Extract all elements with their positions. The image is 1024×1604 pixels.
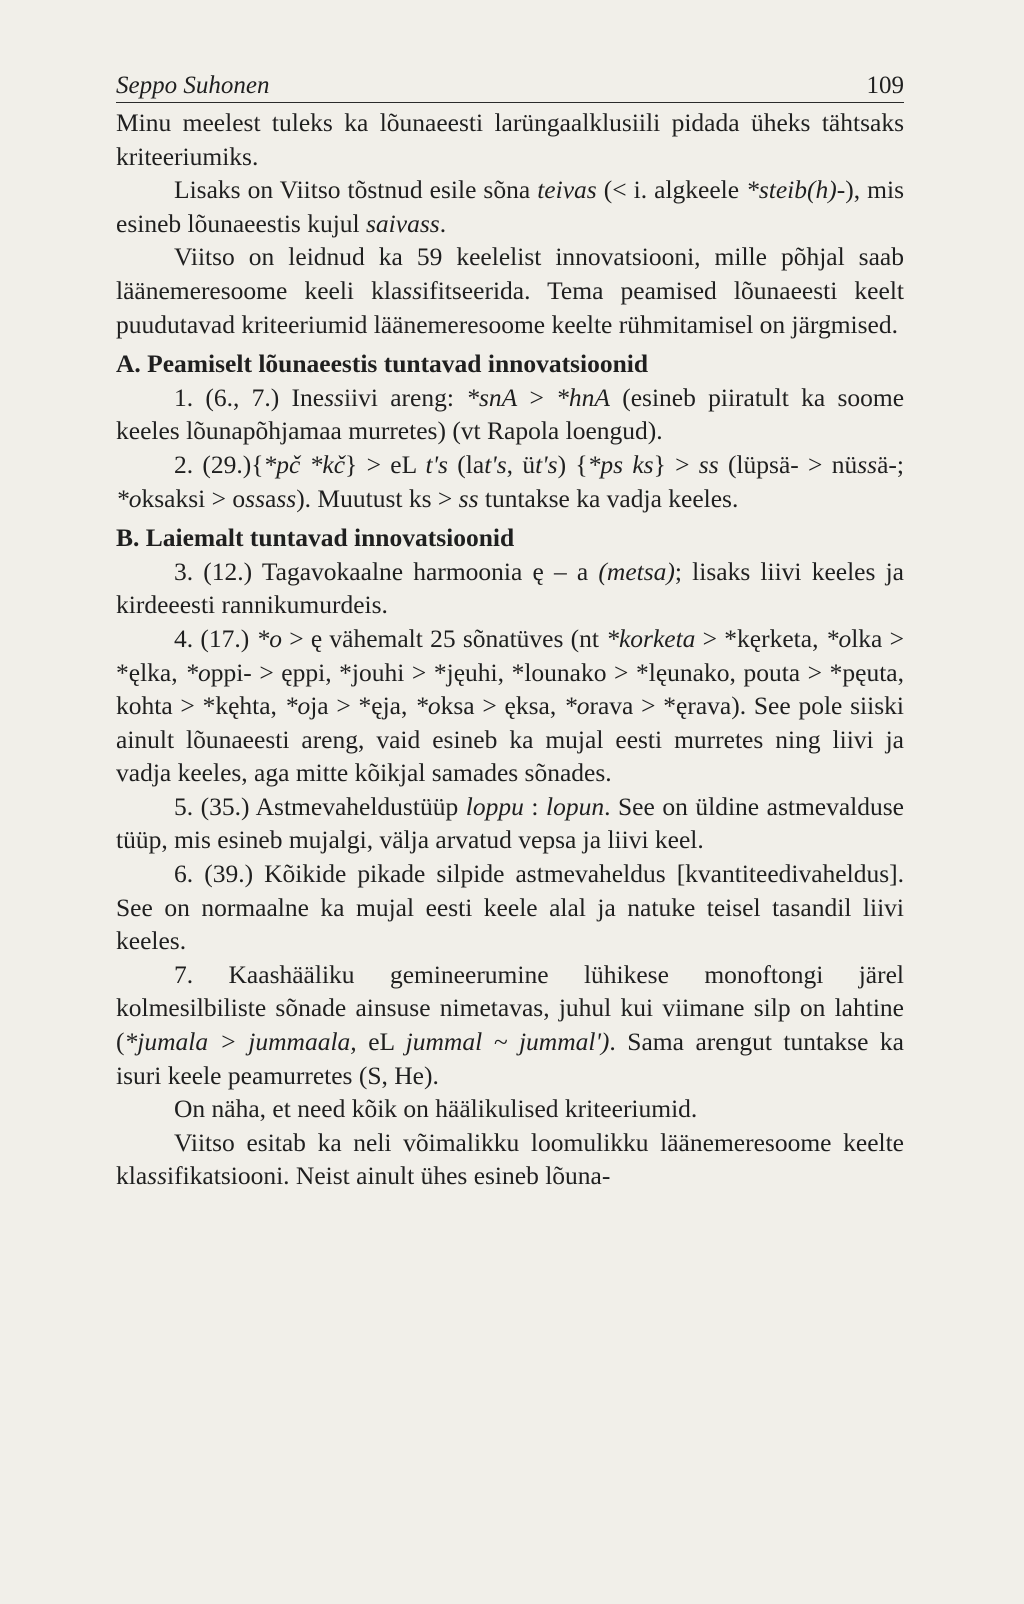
list-item-1: 1. (6., 7.) Inessiivi areng: *snA > *hnA (esineb piiratult ka soome keeles lõunapõhjamaa murretes) (vt Rapola loengud). <box>116 382 905 446</box>
section-heading-a: A. Peamiselt lõunaeestis tuntavad innovatsioonid <box>116 349 649 379</box>
page-number: 109 <box>866 72 904 99</box>
body-text <box>116 106 904 1193</box>
list-item-3: 3. (12.) Tagavokaalne harmoonia ę – a (metsa); lisaks liivi keeles ja kirdeeesti rannikumurdeis. <box>116 556 904 620</box>
paragraph-innovations-intro: Viitso on leidnud ka 59 keelelist innovatsiooni, mille põhjal saab läänemeresoome keeli klassifitseerida. Tema peamised lõunaeesti keelt puudutavad kriteeriumid läänemeresoome keelte rühmitamisel on järgmised. <box>116 242 904 339</box>
list-item-4: 4. (17.) *o > ę vähemalt 25 sõnatüves (nt *korketa > *kęrketa, *olka > *ęlka, *oppi- > ęppi, *jouhi > *jęuhi, *lounako > *lęunako, pouta > *pęuta, kohta > *kęhta, *oja > *ęja, *oksa > ęksa, *orava > *ęrava). See pole siiski ainult lõunaeesti areng, vaid esineb ka mujal eesti murretes ning liivi ja vadja keeles, aga mitte kõikjal samades sõnades. <box>116 623 904 788</box>
list-item-7: 7. Kaashääliku gemineerumine lühikese monoftongi järel kolmesilbiliste sõnade ainsuse nimetavas, juhul kui viimane silp on lahtine (*jumala > jummaala, eL jummal ~ jummal'). Sama arengut tuntakse ka isuri keele peamurretes (S, He). <box>116 959 904 1090</box>
paragraph-classifications: Viitso esitab ka neli võimalikku loomulikku läänemeresoome keelte klassifikatsiooni. Neist ainult ühes esineb lõuna- <box>116 1127 904 1191</box>
section-heading-b: B. Laiemalt tuntavad innovatsioonid <box>116 523 515 553</box>
list-item-2: 2. (29.){*pč *kč} > eL t's (lat's, üt's) {*ps ks} > ss (lüpsä- > nüssä-; *oksaksi > ossass). Muutust ks > ss tuntakse ka vadja keeles. <box>116 449 904 513</box>
paragraph-teivas: Lisaks on Viitso tõstnud esile sõna teivas (< i. algkeele *steib(h)-), mis esineb lõunaeestis kujul saivass. <box>116 175 904 238</box>
list-item-5: 5. (35.) Astmevaheldustüüp loppu : lopun. See on üldine astmevalduse tüüp, mis esineb mujalgi, välja arvatud vepsa ja liivi keel. <box>116 791 905 855</box>
list-item-6: 6. (39.) Kõikide pikade silpide astmevaheldus [kvantiteedivaheldus]. See on normaalne ka mujal eesti keele alal ja natuke teisel tasandil liivi keeles. <box>116 859 904 956</box>
paragraph-larungaal: Minu meelest tuleks ka lõunaeesti larüngaalklusiili pidada üheks tähtsaks kriteeriumiks. <box>116 108 904 171</box>
author-name: Seppo Suhonen <box>116 72 270 99</box>
running-header <box>116 60 904 103</box>
paragraph-conclusion: On näha, et need kõik on häälikulised kriteeriumid. <box>174 1094 698 1124</box>
